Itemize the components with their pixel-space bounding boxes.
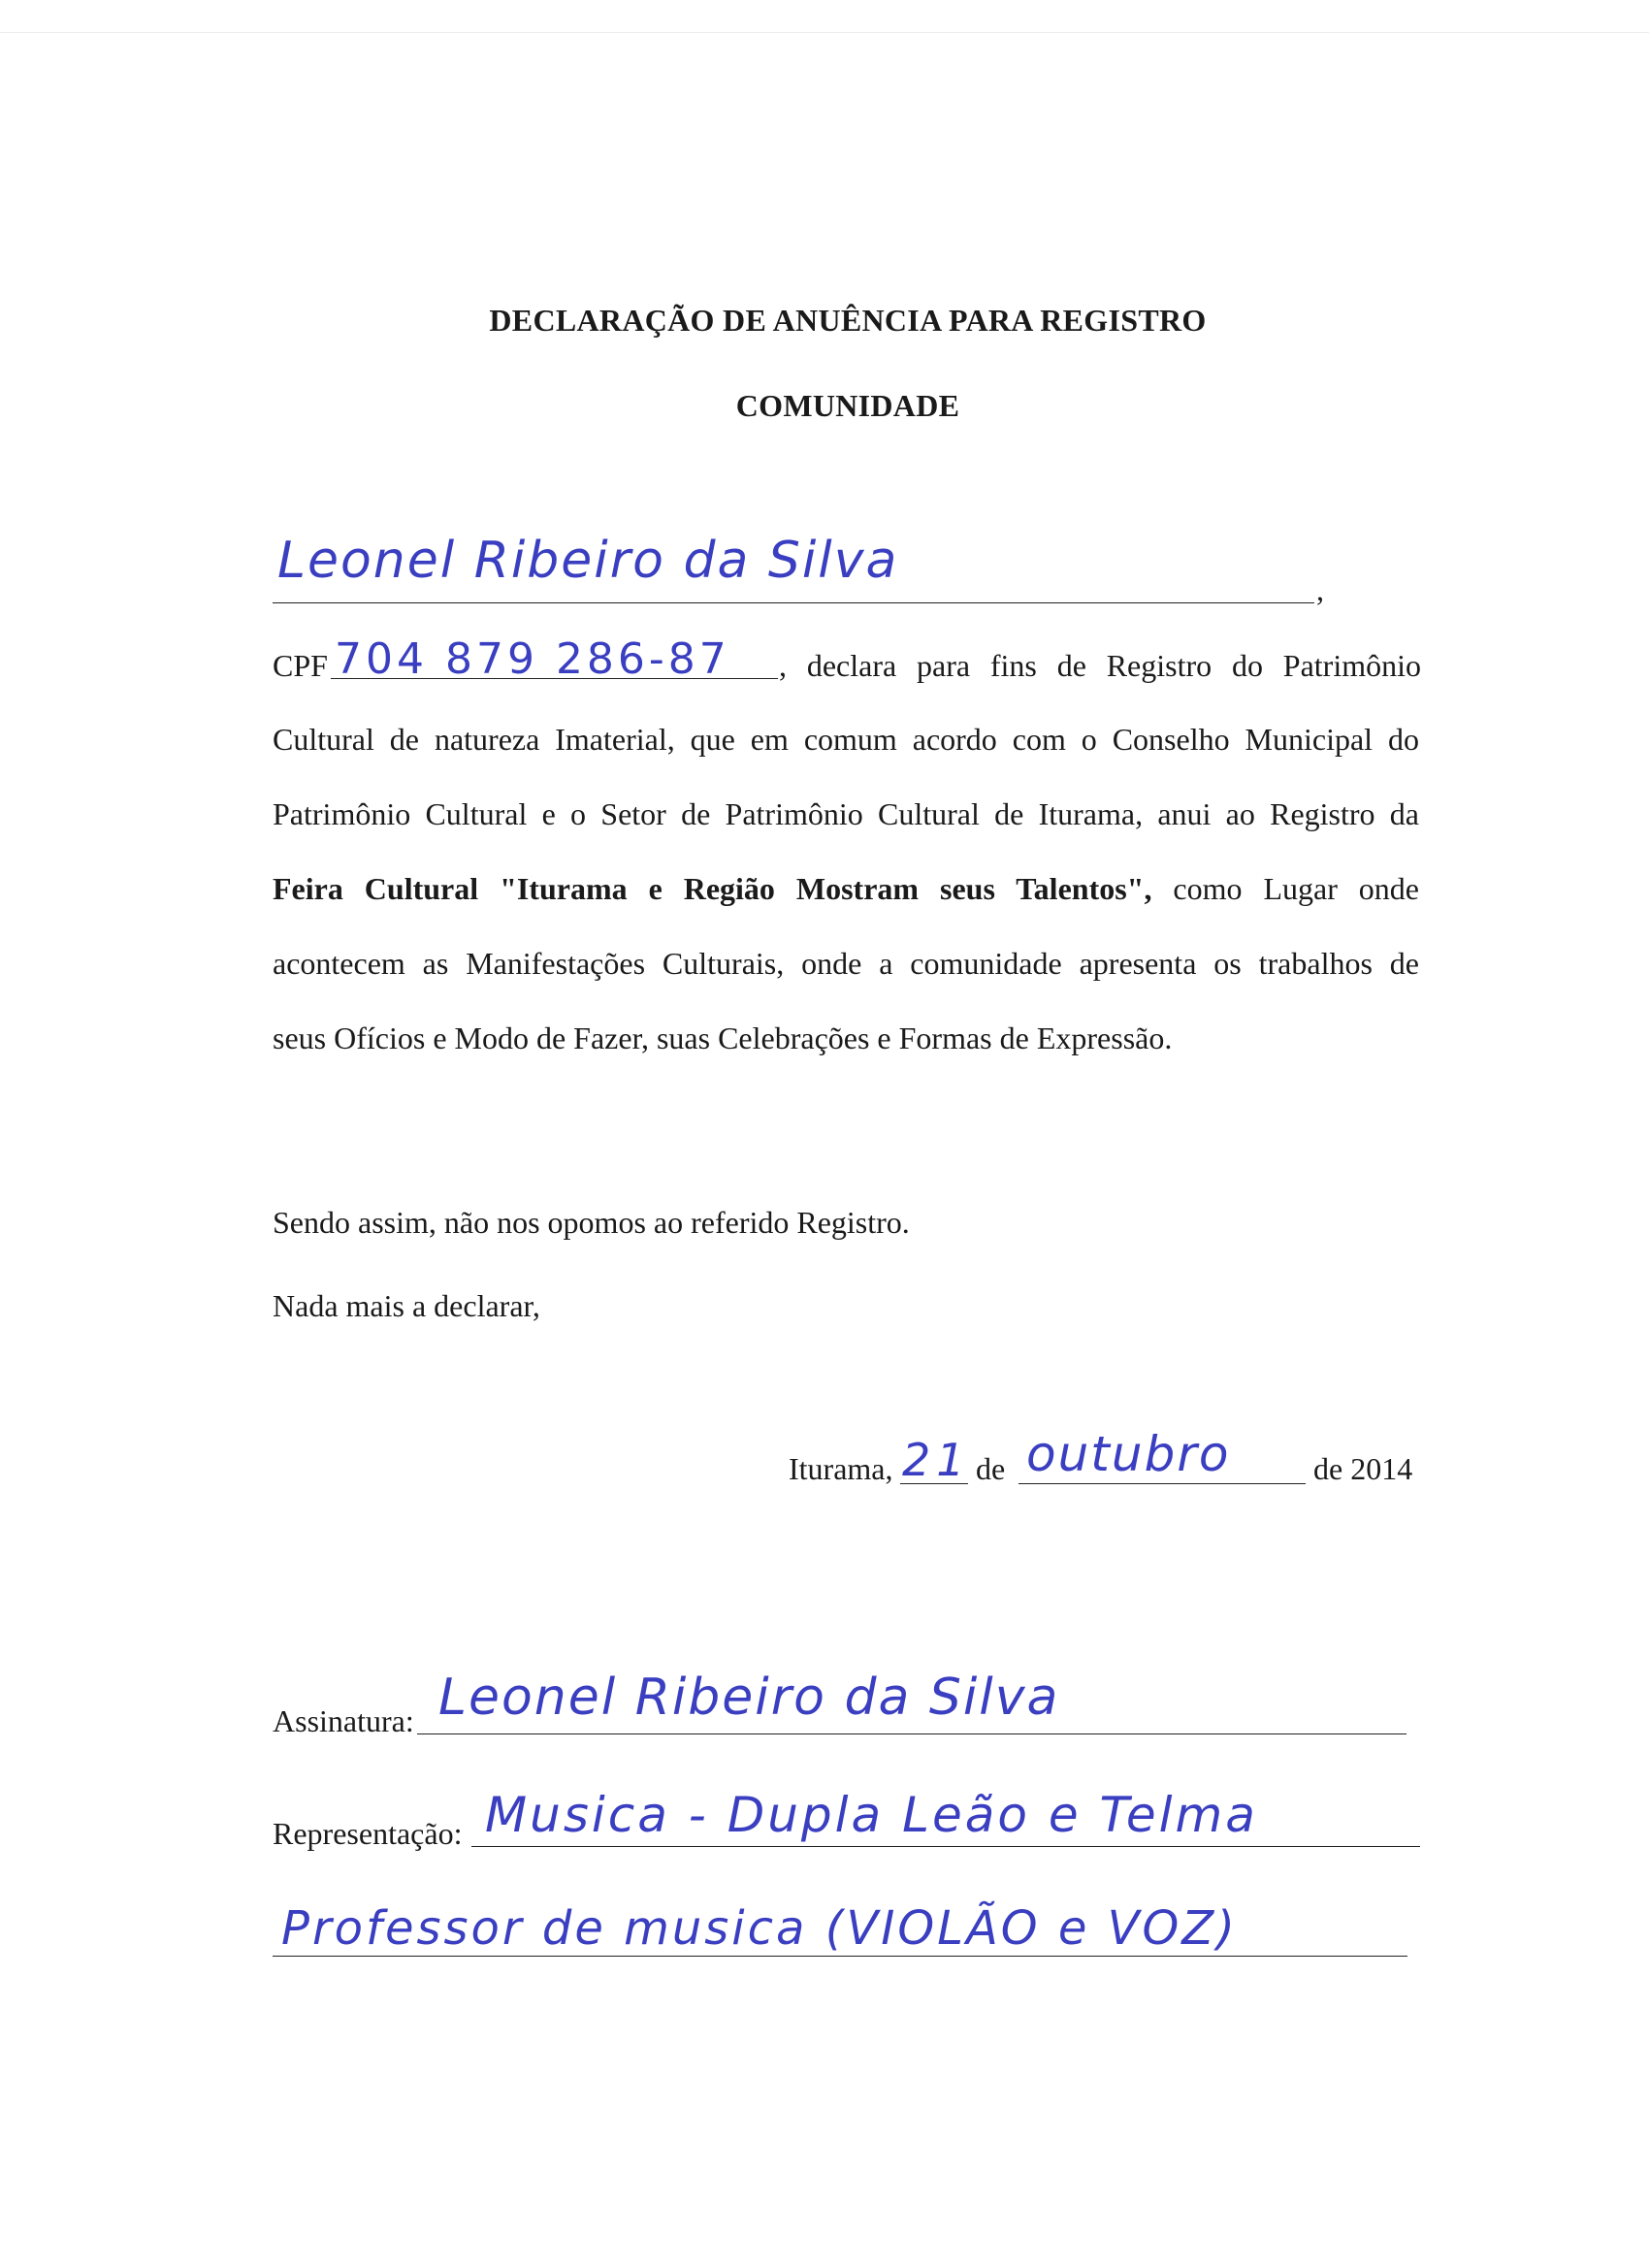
- handwritten-representation-2: Professor de musica (VIOLÃO e VOZ): [281, 1901, 1238, 1956]
- representation-underline-2: [273, 1956, 1407, 1957]
- date-city: Iturama,: [789, 1451, 893, 1486]
- cpf-label: CPF: [273, 648, 328, 683]
- body-line-1-tail: , declara para fins de Registro do Patrimônio: [779, 648, 1421, 683]
- handwritten-signature: Leonel Ribeiro da Silva: [438, 1669, 1060, 1727]
- date-year: de 2014: [1313, 1451, 1413, 1486]
- handwritten-representation-1: Musica - Dupla Leão e Telma: [485, 1787, 1258, 1843]
- signature-underline: [417, 1733, 1406, 1734]
- handwritten-month: outubro: [1026, 1426, 1231, 1482]
- handwritten-cpf: 704 879 286-87: [335, 634, 730, 684]
- handwritten-day: 21: [902, 1434, 971, 1486]
- date-month-underline: [1018, 1483, 1306, 1484]
- closing-line-1: Sendo assim, não nos opomos ao referido Registro.: [273, 1205, 910, 1240]
- body-paragraph: [273, 722, 1419, 1095]
- body-line-5: acontecem as Manifestações Culturais, onde a comunidade apresenta os trabalhos de: [273, 946, 1419, 981]
- representation-label: Representação:: [273, 1816, 463, 1851]
- representation-underline-1: [471, 1846, 1420, 1847]
- body-line-4-tail: como Lugar onde: [1151, 871, 1420, 906]
- name-underline: [273, 602, 1314, 603]
- body-line-6: seus Ofícios e Modo de Fazer, suas Celebrações e Formas de Expressão.: [273, 1021, 1173, 1055]
- name-trailing-comma: ,: [1316, 572, 1324, 607]
- body-line-2: Cultural de natureza Imaterial, que em comum acordo com o Conselho Municipal do: [273, 722, 1419, 757]
- body-line-3: Patrimônio Cultural e o Setor de Patrimônio Cultural de Iturama, anui ao Registro da: [273, 796, 1419, 831]
- handwritten-name: Leonel Ribeiro da Silva: [277, 532, 899, 590]
- closing-line-2: Nada mais a declarar,: [273, 1288, 540, 1323]
- body-line-4: [273, 871, 1419, 946]
- scan-edge-line: [0, 32, 1649, 33]
- feira-name-bold: Feira Cultural "Iturama e Região Mostram seus Talentos",: [273, 871, 1152, 906]
- signature-label: Assinatura:: [273, 1703, 414, 1738]
- document-subtitle: COMUNIDADE: [735, 388, 960, 423]
- document-title: DECLARAÇÃO DE ANUÊNCIA PARA REGISTRO: [489, 303, 1207, 338]
- date-de-1: de: [976, 1451, 1006, 1486]
